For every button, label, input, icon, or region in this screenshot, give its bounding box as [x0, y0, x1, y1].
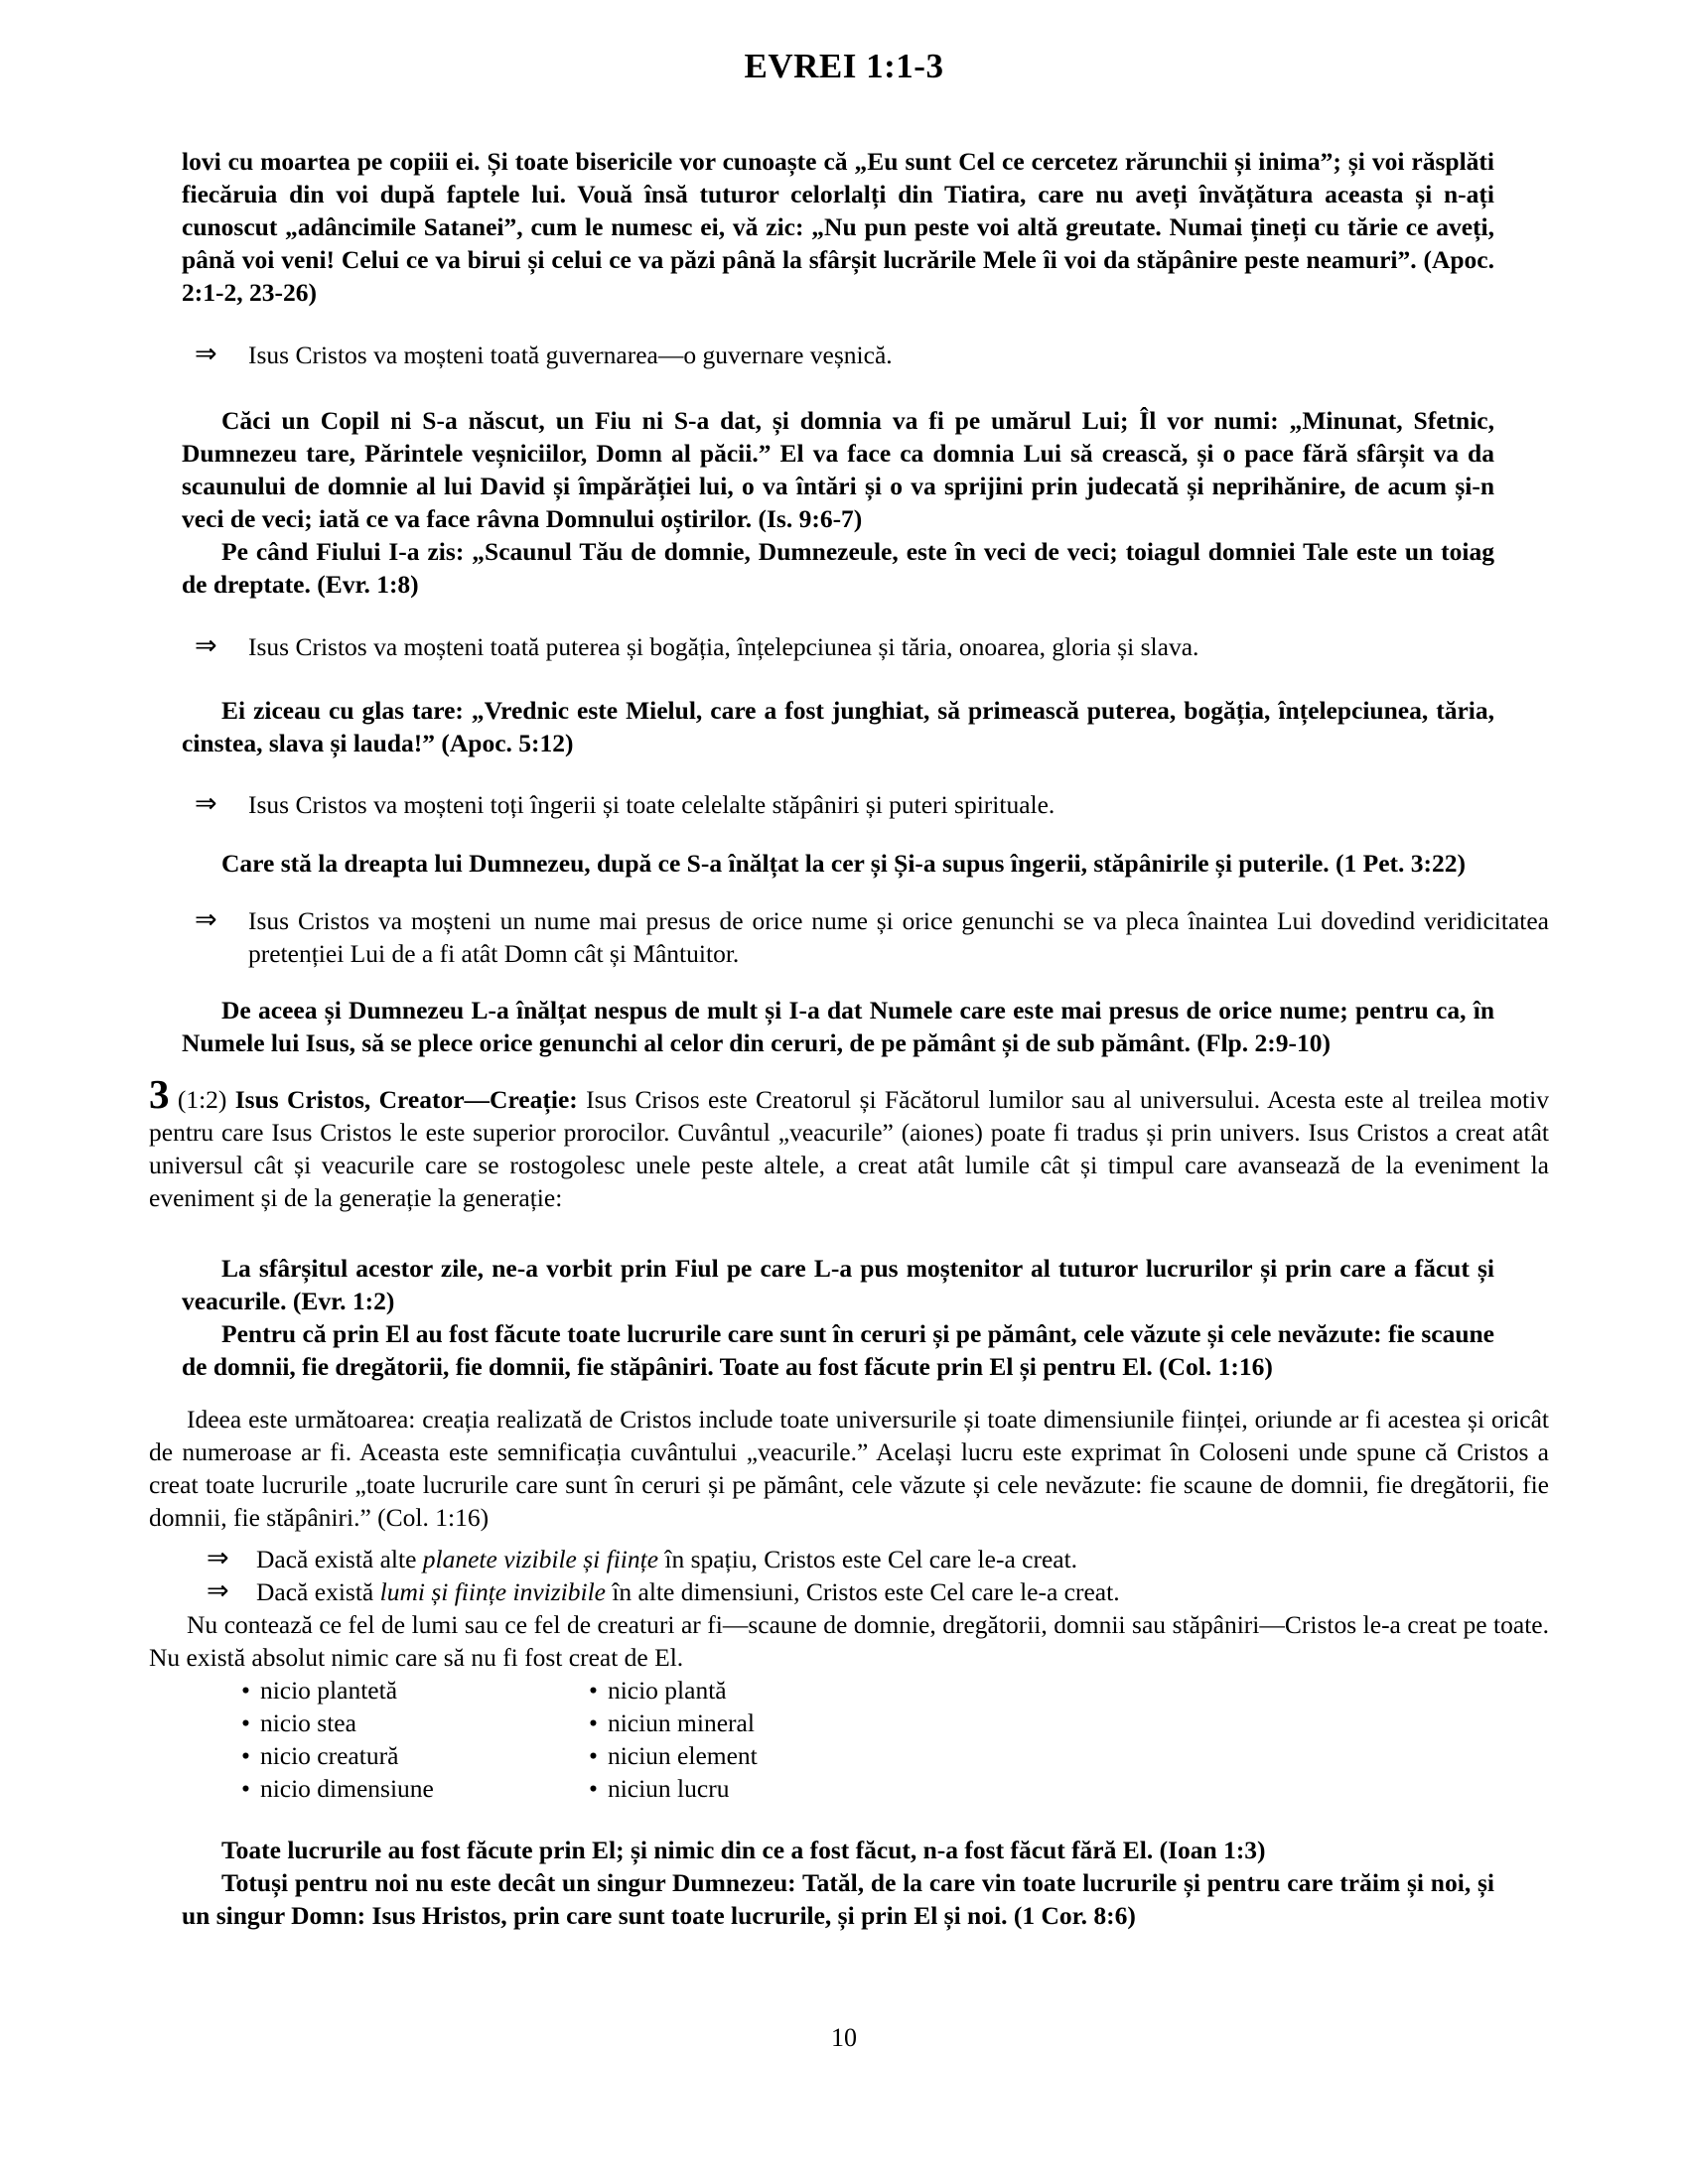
section-number: 3	[149, 1071, 170, 1117]
section-heading: Isus Cristos, Creator—Creație:	[234, 1085, 578, 1114]
arrow-point-text: Isus Cristos va moșteni toți îngerii și toate celelalte stăpâniri și puteri spirituale.	[248, 790, 1055, 819]
section-3-paragraph	[149, 1071, 1549, 1214]
quote-text: Toate lucrurile au fost făcute prin El; și nimic din ce a fost făcut, n-a fost făcut fără El. (Ioan 1:3)	[221, 1836, 1266, 1864]
bullet-icon: •	[241, 1708, 250, 1737]
bullet-item	[589, 1772, 1549, 1805]
arrow-point-text-prefix: Dacă există	[256, 1577, 380, 1606]
bullet-icon: •	[241, 1774, 250, 1803]
bullet-label: niciun element	[607, 1741, 758, 1770]
bullet-icon: •	[241, 1676, 250, 1705]
bullet-icon: •	[589, 1708, 598, 1737]
bullet-icon: •	[589, 1774, 598, 1803]
double-arrow-icon: ⇒	[195, 788, 217, 819]
quote-text: Totuși pentru noi nu este decât un singur Dumnezeu: Tatăl, de la care vin toate lucrurile și pentru care trăim și noi, și un singur Domn: Isus Hristos, prin care sunt toate lucrurile, și prin El și noi. (1 Cor. 8:6)	[182, 1868, 1494, 1930]
quote-text: La sfârșitul acestor zile, ne-a vorbit prin Fiul pe care L-a pus moștenitor al tuturor lucrurilor și prin care a făcut și veacurile. (Evr. 1:2)	[182, 1254, 1494, 1315]
quote-text: lovi cu moartea pe copiii ei. Și toate bisericile vor cunoaște că „Eu sunt Cel ce cercetez rărunchii și inima”; și voi răsplăti fiecăruia din voi după faptele lui. Vouă însă tuturor celorlalți din Tiatira, care nu aveți învățătura aceasta și n-ați cunoscut „adâncimile Satanei”, cum le numesc ei, vă zic: „Nu pun peste voi altă greutate. Numai țineți cu tărie ce aveți, până voi veni! Celui ce va birui și celui ce va păzi până la sfârșit lucrările Mele îi voi da stăpânire peste neamuri”. (Apoc. 2:1-2, 23-26)	[182, 147, 1494, 307]
arrow-point-visible-planets	[149, 1543, 1549, 1575]
arrow-point-text-italic: lumi și ființe invizibile	[379, 1577, 606, 1606]
double-arrow-icon: ⇒	[207, 1575, 229, 1606]
bullet-item	[589, 1739, 1549, 1772]
document-body	[0, 145, 1688, 1932]
arrow-point-power	[149, 630, 1549, 663]
quote-text: De aceea și Dumnezeu L-a înălțat nespus de mult și I-a dat Numele care este mai presus de orice nume; pentru ca, în Numele lui Isus, să se plece orice genunchi al celor din ceruri, de pe pământ și de sub pământ. (Flp. 2:9-10)	[182, 996, 1494, 1057]
quote-text: Ei ziceau cu glas tare: „Vrednic este Mielul, care a fost junghiat, să primească puterea, bogăția, înțelepciunea, tăria, cinstea, slava și lauda!” (Apoc. 5:12)	[182, 696, 1494, 757]
bullet-label: nicio plantă	[607, 1676, 727, 1705]
bullet-label: nicio creatură	[259, 1741, 399, 1770]
double-arrow-icon: ⇒	[207, 1543, 229, 1573]
arrow-point-text-suffix: în alte dimensiuni, Cristos este Cel care le-a creat.	[605, 1577, 1120, 1606]
quote-philippians-2-9-10	[182, 994, 1494, 1059]
double-arrow-icon: ⇒	[195, 630, 217, 661]
bullet-label: niciun lucru	[607, 1774, 730, 1803]
arrow-point-text: Isus Cristos va moșteni toată guvernarea—o guvernare veșnică.	[248, 341, 893, 369]
idea-paragraph: Ideea este următoarea: creația realizată de Cristos include toate universurile și toate dimensiunile ființei, oriunde ar fi acestea și oricât de numeroase ar fi. Aceasta este semnificația cuvântului „veacurile.” Același lucru este exprimat în Coloseni unde spune că Cristos a creat toate lucrurile „toate lucrurile care sunt în ceruri și pe pământ, cele văzute și cele nevăzute: fie scaune de domnii, fie dregătorii, fie domnii, fie stăpâniri.” (Col. 1:16)	[149, 1405, 1549, 1532]
quote-revelation-2	[182, 145, 1494, 309]
quote-hebrews-1-2-and-colossians-1-16	[182, 1252, 1494, 1383]
bullet-item	[241, 1739, 589, 1772]
double-arrow-icon: ⇒	[195, 339, 217, 369]
quote-text: Căci un Copil ni S-a născut, un Fiu ni S-a dat, și domnia va fi pe umărul Lui; Îl vor numi: „Minunat, Sfetnic, Dumnezeu tare, Părintele veșniciilor, Domn al păcii.” El va face ca domnia Lui să crească, și o pace fără sfârșit va da scaunului de domnie al lui David și împărăției lui, o va întări și o va sprijini prin judecată și neprihănire, de acum și-n veci de veci; iată ce va face râvna Domnului oștirilor. (Is. 9:6-7)	[182, 406, 1494, 533]
arrow-point-text: Isus Cristos va moșteni un nume mai presus de orice nume și orice genunchi se va pleca înaintea Lui dovedind veridicitatea pretenției Lui de a fi atât Domn cât și Mântuitor.	[248, 906, 1549, 968]
quote-text: Care stă la dreapta lui Dumnezeu, după ce S-a înălțat la cer și Și-a supus îngerii, stăpânirile și puterile. (1 Pet. 3:22)	[221, 849, 1467, 878]
quote-revelation-5-12	[182, 694, 1494, 759]
bullet-label: nicio stea	[259, 1708, 356, 1737]
bullet-item	[589, 1674, 1549, 1706]
arrow-point-text-prefix: Dacă există alte	[256, 1545, 423, 1573]
arrow-point-government	[149, 339, 1549, 371]
verse-reference: (1:2)	[169, 1085, 235, 1114]
section-body-text: Isus Crisos este Creatorul și Făcătorul lumilor sau al universului. Acesta este al treilea motiv pentru care Isus Cristos le este superior prorocilor. Cuvântul „veacurile” (aiones) poate fi tradus și prin univers. Isus Cristos a creat atât universul cât și veacurile care se rostogolesc unele peste altele, a creat atât lumile cât și timpul care avansează de la eveniment la eveniment și de la generație la generație:	[149, 1085, 1549, 1212]
arrow-point-invisible-worlds	[149, 1575, 1549, 1608]
creation-bullet-list	[241, 1674, 1549, 1805]
arrow-point-name	[149, 904, 1549, 970]
bullet-icon: •	[241, 1741, 250, 1770]
bullet-label: nicio dimensiune	[259, 1774, 434, 1803]
quote-john-1-3-and-1-corinthians-8-6	[182, 1834, 1494, 1932]
bullet-item	[241, 1772, 589, 1805]
quote-text: Pentru că prin El au fost făcute toate lucrurile care sunt în ceruri și pe pământ, cele văzute și cele nevăzute: fie scaune de domnii, fie dregătorii, fie domnii, fie stăpâniri. Toate au fost făcute prin El și pentru El. (Col. 1:16)	[182, 1319, 1494, 1381]
bullet-label: niciun mineral	[607, 1708, 755, 1737]
bullet-item	[589, 1706, 1549, 1739]
page-number: 10	[831, 2023, 857, 2052]
bullet-icon: •	[589, 1676, 598, 1705]
bullet-label: nicio plantetă	[259, 1676, 398, 1705]
quote-isaiah-9-6-7-and-hebrews-1-8	[182, 404, 1494, 601]
no-matter-paragraph: Nu contează ce fel de lumi sau ce fel de creaturi ar fi—scaune de domnie, dregătorii, domnii sau stăpâniri—Cristos le-a creat pe toate. Nu există absolut nimic care să nu fi fost creat de El.	[149, 1610, 1549, 1672]
double-arrow-icon: ⇒	[195, 904, 217, 935]
arrow-point-text-suffix: în spațiu, Cristos este Cel care le-a creat.	[658, 1545, 1078, 1573]
bullet-icon: •	[589, 1741, 598, 1770]
bullet-item	[241, 1674, 589, 1706]
arrow-point-text: Isus Cristos va moșteni toată puterea și bogăția, înțelepciunea și tăria, onoarea, gloria și slava.	[248, 632, 1199, 661]
arrow-point-text-italic: planete vizibile și ființe	[422, 1545, 659, 1573]
arrow-point-angels	[149, 788, 1549, 821]
quote-text: Pe când Fiului I-a zis: „Scaunul Tău de domnie, Dumnezeule, este în veci de veci; toiagul domniei Tale este un toiag de dreptate. (Evr. 1:8)	[182, 537, 1494, 599]
quote-1-peter-3-22	[182, 847, 1494, 880]
bullet-item	[241, 1706, 589, 1739]
page-title: EVREI 1:1-3	[744, 47, 944, 85]
